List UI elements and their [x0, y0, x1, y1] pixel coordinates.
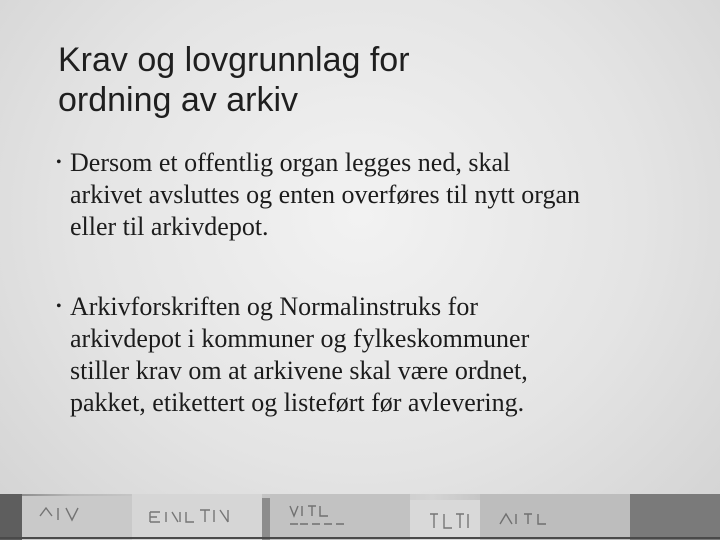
bullet-2-line-2: arkivdepot i kommuner og fylkeskommuner [70, 324, 530, 353]
bullet-2-line-3: stiller krav om at arkivene skal være ordnet, [70, 356, 528, 385]
slide-title [58, 40, 678, 120]
bullet-2-line-1: Arkivforskriften og Normalinstruks for [70, 292, 478, 321]
bullet-icon: • [56, 154, 62, 171]
bullet-2-line-4: pakket, etikettert og listeført før avlevering. [70, 388, 525, 417]
bullet-list [56, 147, 686, 419]
bullet-item-1 [56, 147, 686, 243]
decorative-photo-strip [0, 494, 720, 540]
bullet-1-line-2: arkivet avsluttes og enten overføres til nytt organ [70, 180, 580, 209]
bullet-icon: • [56, 298, 62, 315]
bullet-1-line-1: Dersom et offentlig organ legges ned, skal [70, 148, 511, 177]
title-line-2: ordning av arkiv [58, 81, 299, 119]
archive-boxes-image [0, 494, 720, 540]
bullet-1-line-3: eller til arkivdepot. [70, 212, 269, 241]
bullet-item-2 [56, 291, 686, 419]
title-line-1: Krav og lovgrunnlag for [58, 41, 410, 79]
